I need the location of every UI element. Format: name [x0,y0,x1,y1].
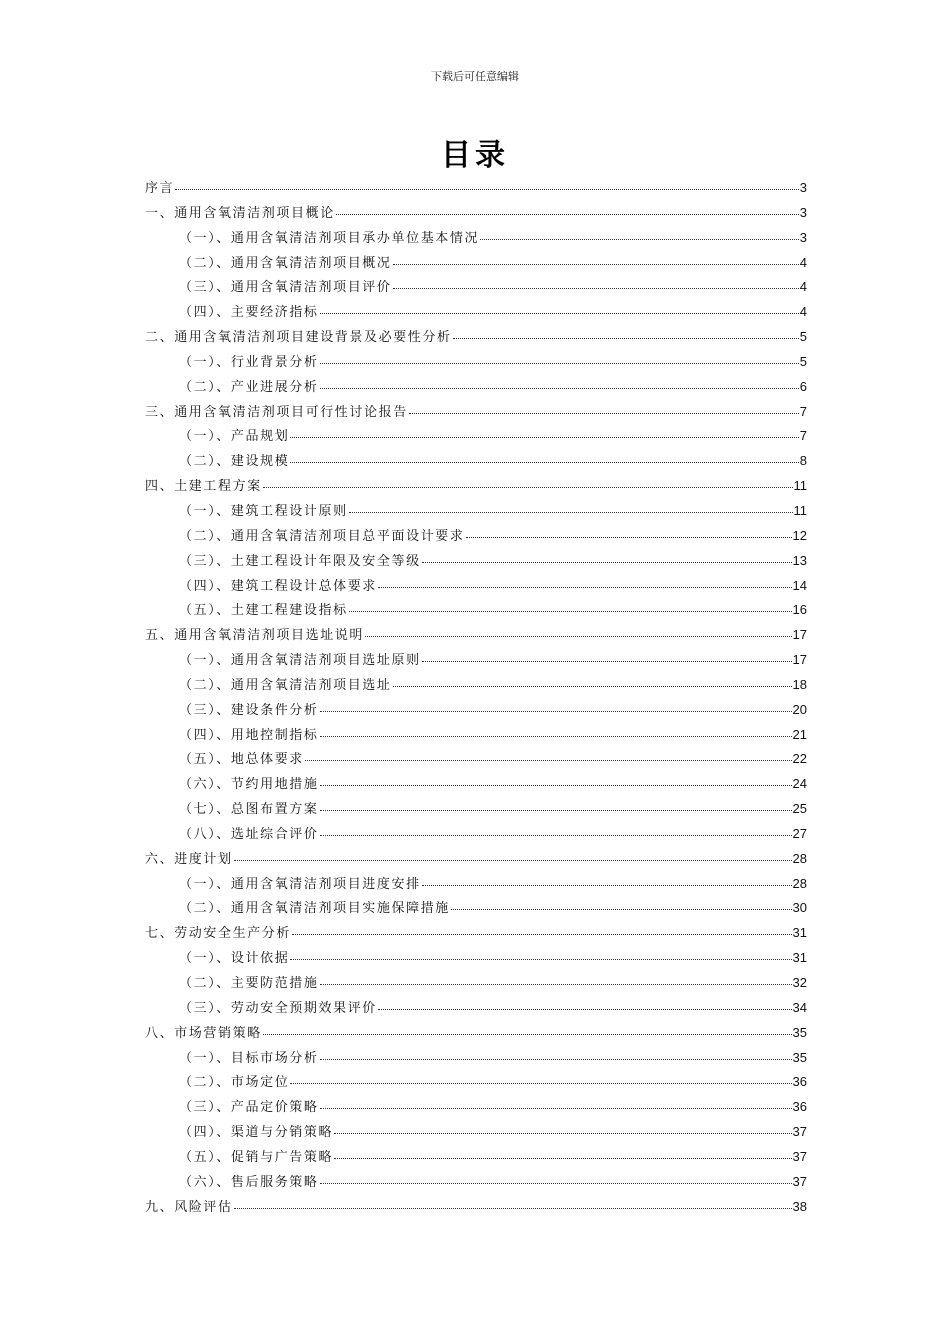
toc-page-number: 4 [799,254,807,270]
toc-entry-text: （一）、设计依据 [179,951,290,967]
toc-page-number: 17 [792,627,807,643]
toc-dot-leader [320,710,792,712]
toc-dot-leader [422,561,792,563]
toc-page-number: 6 [799,378,807,394]
toc-page-number: 5 [799,329,807,345]
toc-dot-leader [480,238,799,240]
toc-page-number: 18 [792,676,807,692]
toc-dot-leader [320,312,799,314]
toc-dot-leader [234,1207,792,1209]
toc-entry-text: 一、通用含氧清洁剂项目概论 [145,205,335,221]
toc-page-number: 3 [799,229,807,245]
toc-page-number: 8 [799,453,807,469]
toc-page-number: 5 [799,353,807,369]
toc-entry[interactable] [145,549,807,574]
toc-entry-text: （八）、选址综合评价 [179,826,319,842]
toc-entry[interactable] [145,325,807,350]
toc-dot-leader [336,213,799,215]
toc-entry-text: （四）、主要经济指标 [179,305,319,321]
toc-entry-text: （六）、售后服务策略 [179,1174,319,1190]
toc-entry-text: （四）、用地控制指标 [179,727,319,743]
toc-entry-text: （六）、节约用地措施 [179,777,319,793]
toc-page-number: 36 [792,1099,807,1115]
toc-page-number: 35 [792,1024,807,1040]
toc-entry[interactable] [145,1170,807,1195]
toc-entry[interactable] [145,1046,807,1071]
toc-page-number: 16 [792,602,807,618]
toc-entry[interactable] [145,747,807,772]
toc-entry[interactable] [145,797,807,822]
toc-dot-leader [393,287,799,289]
toc-dot-leader [365,635,792,637]
toc-dot-leader [320,983,792,985]
toc-entry[interactable] [145,847,807,872]
toc-entry[interactable] [145,896,807,921]
toc-page-number: 35 [792,1049,807,1065]
toc-entry-text: 序言 [145,181,175,196]
toc-dot-leader [320,1058,792,1060]
toc-page-number: 31 [792,925,807,941]
toc-dot-leader [466,536,792,538]
toc-entry[interactable] [145,1120,807,1145]
toc-entry[interactable] [145,275,807,300]
toc-entry[interactable] [145,176,807,201]
toc-dot-leader [320,362,799,364]
toc-page-number: 7 [799,428,807,444]
toc-dot-leader [290,1082,791,1084]
toc-page-number: 21 [792,726,807,742]
toc-dot-leader [393,263,799,265]
toc-entry-text: （二）、产业进展分析 [179,379,319,395]
toc-page-number: 7 [799,403,807,419]
toc-entry-text: （一）、建筑工程设计原则 [179,503,348,519]
toc-entry[interactable] [145,673,807,698]
header-note: 下载后可任意编辑 [431,70,519,83]
toc-entry-text: （一）、通用含氧清洁剂项目进度安排 [179,876,421,892]
toc-entry[interactable] [145,474,807,499]
toc-page-number: 28 [792,875,807,891]
toc-page-number: 37 [792,1124,807,1140]
toc-entry-text: （七）、总图布置方案 [179,802,319,818]
toc-page-number: 34 [792,999,807,1015]
toc-dot-leader [292,933,792,935]
toc-dot-leader [422,660,792,662]
toc-page-number: 4 [799,304,807,320]
toc-dot-leader [290,958,791,960]
toc-entry[interactable] [145,1021,807,1046]
toc-dot-leader [290,436,798,438]
toc-page-number: 22 [792,751,807,767]
toc-entry[interactable] [145,350,807,375]
toc-entry-text: 六、进度计划 [145,851,233,867]
toc-entry[interactable] [145,375,807,400]
toc-entry[interactable] [145,424,807,449]
toc-dot-leader [451,908,792,910]
toc-dot-leader [409,412,799,414]
toc-page-number: 37 [792,1173,807,1189]
toc-entry[interactable] [145,996,807,1021]
toc-dot-leader [320,834,792,836]
toc-entry-text: （一）、目标市场分析 [179,1050,319,1066]
toc-entry[interactable] [145,1095,807,1120]
toc-page-number: 30 [792,900,807,916]
toc-entry-text: （一）、通用含氧清洁剂项目选址原则 [179,653,421,669]
toc-page-number: 4 [799,279,807,295]
toc-dot-leader [290,461,798,463]
toc-entry-text: （二）、建设规模 [179,454,290,470]
toc-entry[interactable] [145,226,807,251]
toc-entry[interactable] [145,822,807,847]
toc-entry[interactable] [145,449,807,474]
toc-page-number: 32 [792,975,807,990]
toc-dot-leader [378,1008,792,1010]
toc-entry-text: （五）、促销与广告策略 [179,1149,334,1165]
toc-page-number: 14 [792,577,807,593]
toc-entry-text: （五）、土建工程建设指标 [179,603,348,619]
toc-dot-leader [320,387,799,389]
toc-dot-leader [320,1182,792,1184]
toc-dot-leader [378,586,792,588]
toc-dot-leader [334,1132,791,1134]
toc-page-number: 38 [792,1198,807,1214]
toc-entry[interactable] [145,723,807,748]
toc-page-number: 11 [793,502,807,518]
toc-entry-text: （三）、产品定价策略 [179,1100,319,1116]
toc-dot-leader [175,188,799,190]
toc-dot-leader [349,610,792,612]
toc-entry-text: （四）、建筑工程设计总体要求 [179,578,377,594]
toc-dot-leader [422,884,792,886]
toc-entry[interactable] [145,648,807,673]
toc-page-number: 3 [799,180,807,195]
toc-dot-leader [263,486,793,488]
toc-page-number: 3 [799,204,807,220]
toc-dot-leader [320,735,792,737]
toc-entry-text: （三）、劳动安全预期效果评价 [179,1000,377,1016]
toc-entry-text: （二）、通用含氧清洁剂项目总平面设计要求 [179,528,465,544]
toc-dot-leader [234,859,792,861]
toc-page-number: 11 [793,478,807,494]
toc-entry-text: 七、劳动安全生产分析 [145,926,292,942]
toc-entry[interactable] [145,971,807,996]
toc-page-number: 31 [792,950,807,966]
toc-page-number: 13 [792,552,807,568]
toc-dot-leader [334,1157,791,1159]
toc-entry-text: 四、土建工程方案 [145,479,262,495]
toc-entry[interactable] [145,300,807,325]
toc-dot-leader [453,337,799,339]
toc-entry[interactable] [145,698,807,723]
toc-entry[interactable] [145,1195,807,1220]
toc-dot-leader [320,784,792,786]
toc-page-number: 12 [792,527,807,543]
toc-entry-text: （二）、通用含氧清洁剂项目选址 [179,677,392,693]
toc-entry-text: 五、通用含氧清洁剂项目选址说明 [145,628,365,644]
toc-entry[interactable] [145,598,807,623]
toc-entry[interactable] [145,623,807,648]
toc-entry-text: 九、风险评估 [145,1199,233,1215]
toc-page-number: 20 [792,701,807,717]
toc-dot-leader [320,809,792,811]
toc-entry-text: 二、通用含氧清洁剂项目建设背景及必要性分析 [145,330,452,346]
toc-dot-leader [393,685,792,687]
toc-entry[interactable] [145,772,807,797]
toc-entry[interactable] [145,872,807,897]
toc-entry[interactable] [145,1070,807,1095]
table-of-contents [145,176,807,1219]
toc-page-number: 28 [792,850,807,866]
toc-entry-text: （三）、建设条件分析 [179,702,319,718]
toc-entry[interactable] [145,574,807,599]
toc-entry[interactable] [145,400,807,425]
toc-entry[interactable] [145,201,807,226]
page-title: 目录 [441,138,509,173]
toc-page-number: 36 [792,1074,807,1090]
toc-entry[interactable] [145,499,807,524]
toc-entry-text: （一）、产品规划 [179,429,290,445]
toc-dot-leader [305,759,792,761]
toc-entry-text: （四）、渠道与分销策略 [179,1125,334,1141]
toc-entry[interactable] [145,251,807,276]
toc-entry-text: （二）、通用含氧清洁剂项目概况 [179,255,392,271]
toc-entry-text: （一）、通用含氧清洁剂项目承办单位基本情况 [179,230,480,246]
toc-entry-text: （二）、通用含氧清洁剂项目实施保障措施 [179,901,450,917]
toc-entry[interactable] [145,524,807,549]
toc-entry-text: 三、通用含氧清洁剂项目可行性讨论报告 [145,404,408,420]
toc-dot-leader [349,511,793,513]
toc-page-number: 27 [792,825,807,841]
toc-entry-text: （二）、主要防范措施 [179,976,319,991]
toc-page-number: 24 [792,776,807,792]
toc-page-number: 37 [792,1148,807,1164]
toc-dot-leader [320,1107,792,1109]
toc-entry-text: （五）、地总体要求 [179,752,304,768]
toc-page-number: 25 [792,801,807,817]
toc-entry[interactable] [145,946,807,971]
toc-entry-text: （一）、行业背景分析 [179,354,319,370]
toc-entry-text: （二）、市场定位 [179,1075,290,1091]
toc-entry-text: （三）、土建工程设计年限及安全等级 [179,553,421,569]
toc-entry[interactable] [145,921,807,946]
toc-page-number: 17 [792,652,807,668]
toc-entry-text: 八、市场营销策略 [145,1025,262,1041]
toc-entry-text: （三）、通用含氧清洁剂项目评价 [179,280,392,296]
toc-entry[interactable] [145,1145,807,1170]
toc-dot-leader [263,1033,792,1035]
